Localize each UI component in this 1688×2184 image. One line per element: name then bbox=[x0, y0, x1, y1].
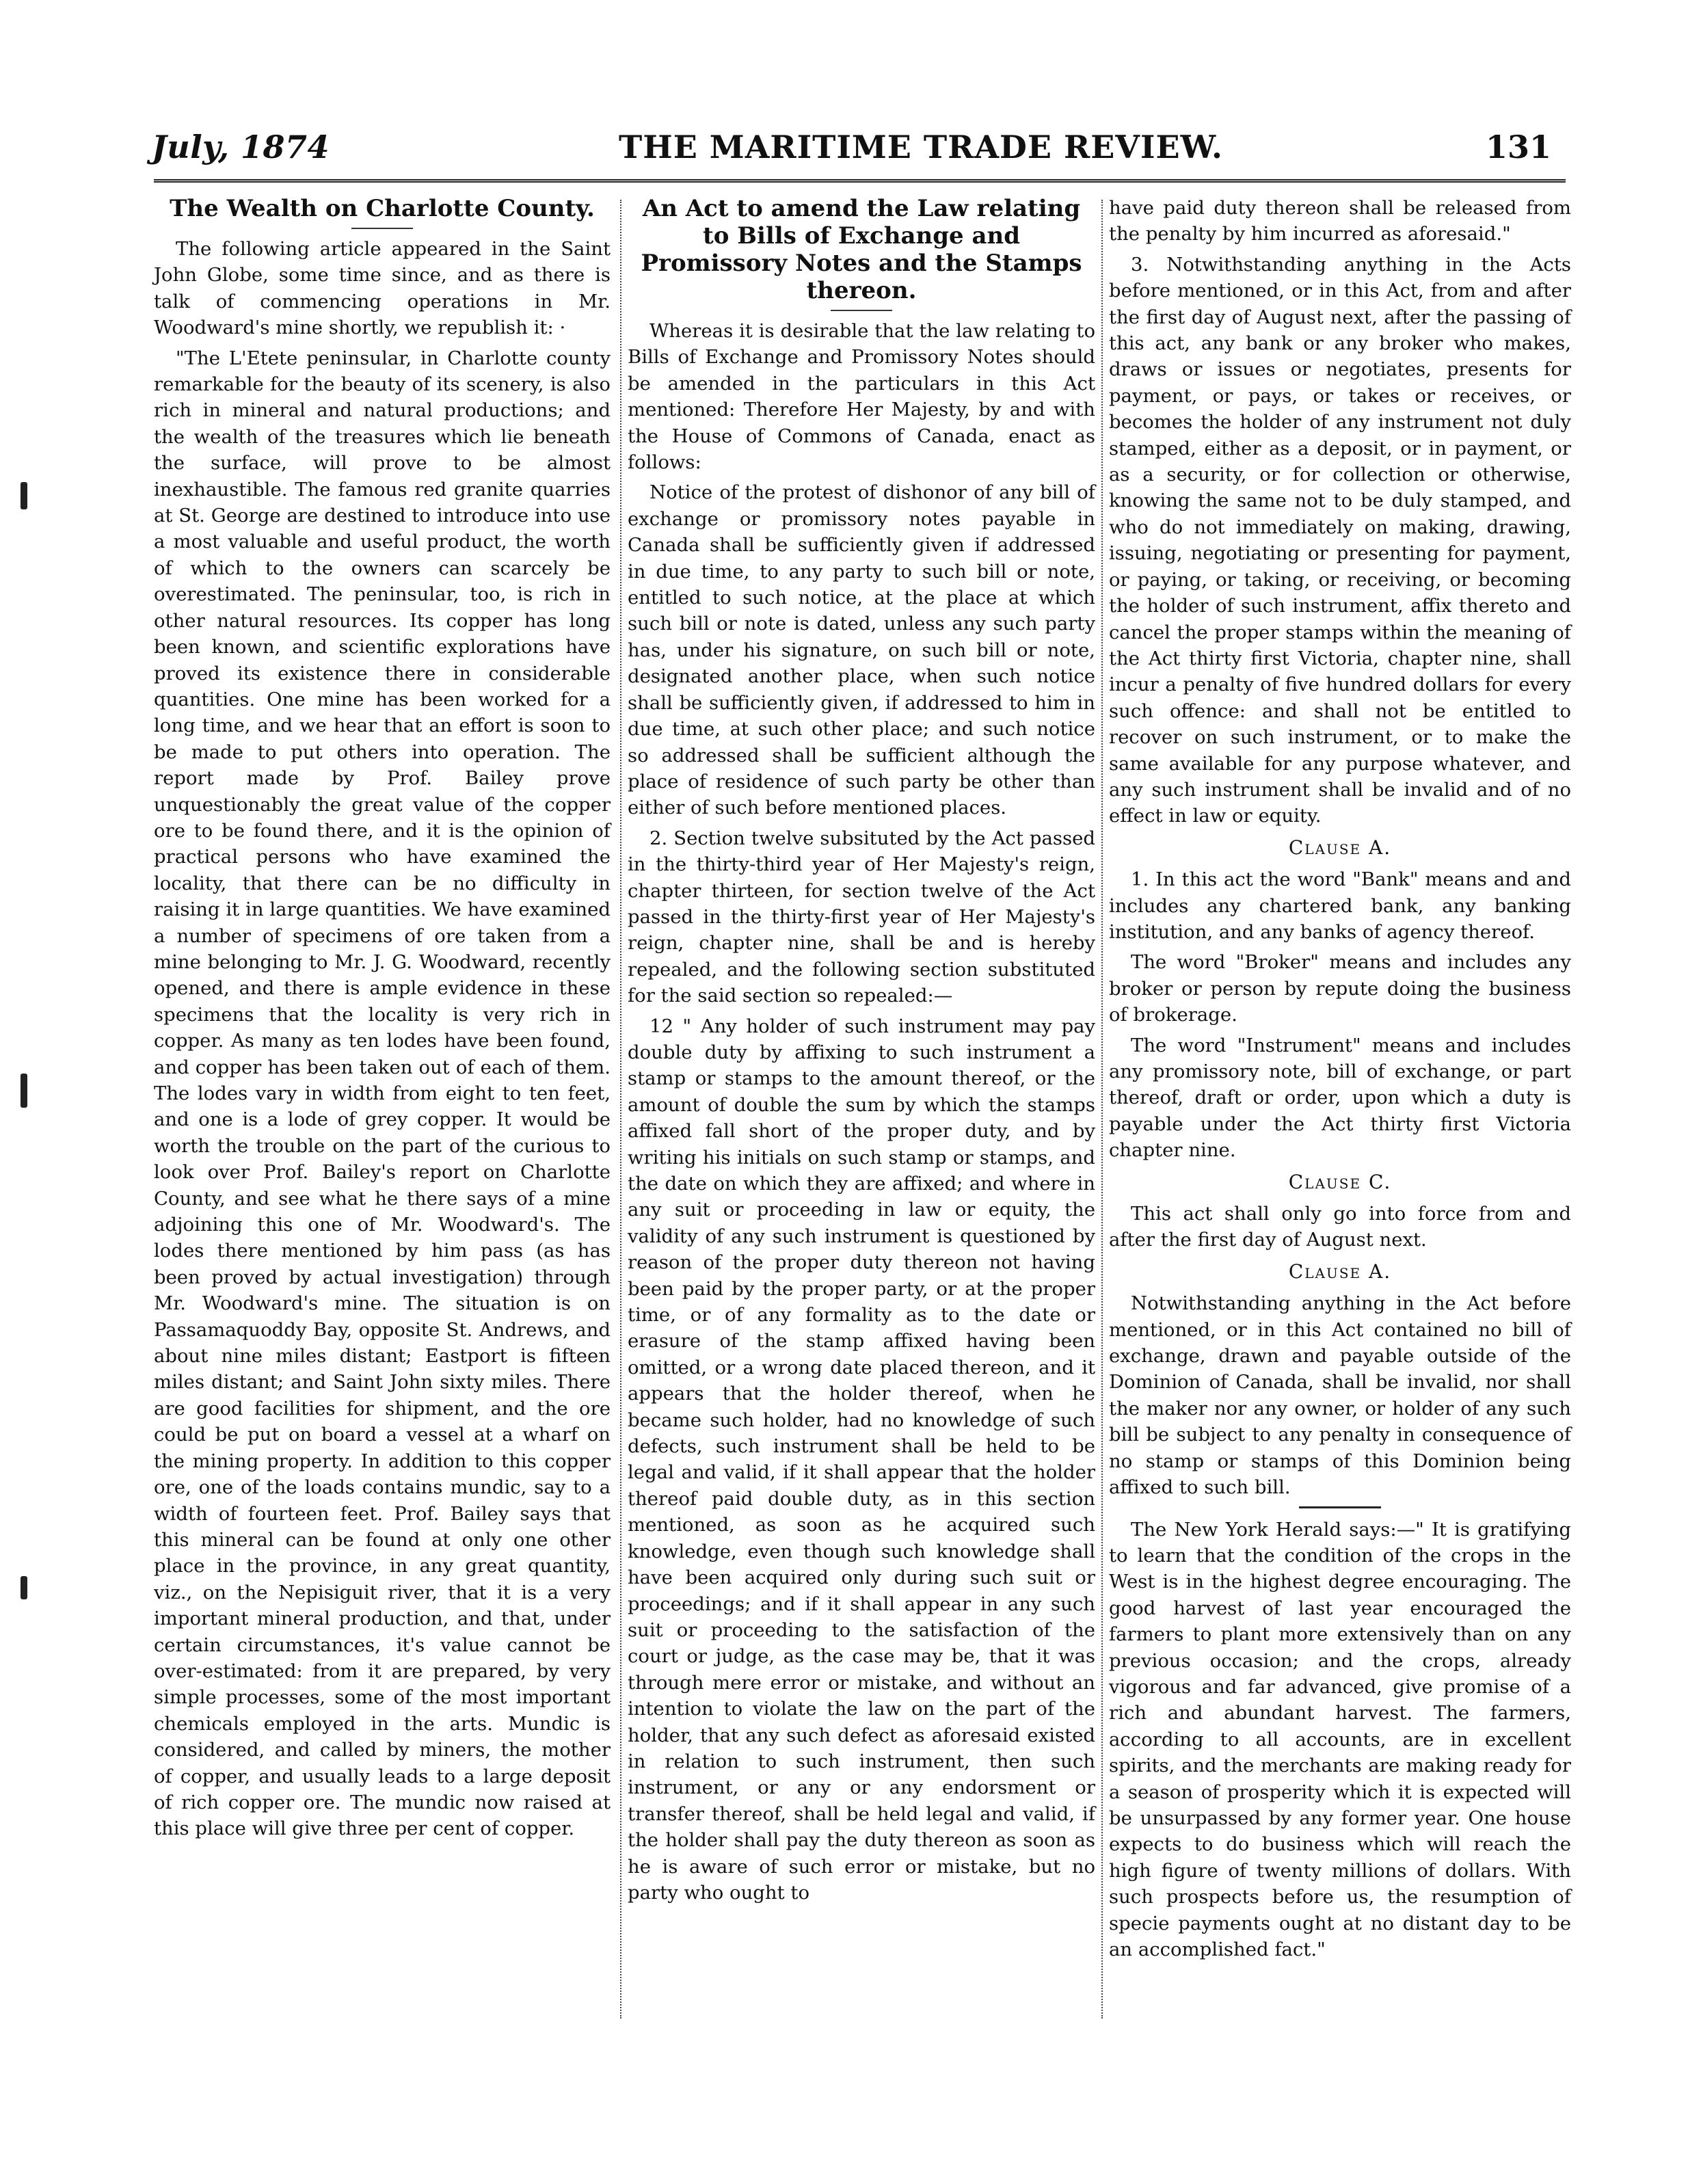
article-title-act: An Act to amend the Law relating to Bills of Exchange and Promissory Notes and the Stamps thereon. bbox=[641, 195, 1082, 304]
article-body: "The L'Etete peninsular, in Charlotte county remarkable for the beauty of its scenery, is also rich in mineral and natural productions; and the wealth of the treasures which lie beneath the surface, will prove to be almost inexhaustible. The famous red granite quarries at St. George are destined to introduce into use a most valuable and useful product, the worth of which to the owners can scarcely be overestimated. The peninsular, too, is rich in other natural resources. Its copper has long been known, and scientific explorations have proved its existence there in considerable quantities. One mine has been worked for a long time, and we hear that an effort is soon to be made to put others into operation. The report made by Prof. Bailey prove unquestionably the great value of the copper ore to be found there, and it is the opinion of practical persons who have examined the locality, that there can be no difficulty in raising it in large quantities. We have examined a number of specimens of ore taken from a mine belonging to Mr. J. G. Woodward, recently opened, and there is ample evidence in these specimens that the locality is very rich in copper. As many as ten lodes have been found, and copper has been taken out of each of them. The lodes vary in width from eight to ten feet, and one is a lode of grey copper. It would be worth the trouble on the part of the curious to look over Prof. Bailey's report on Charlotte County, and see what he there says of a mine adjoining this one of Mr. Woodward's. The lodes there mentioned by him pass (as has been proved by actual investigation) through Mr. Woodward's mine. The situation is on Passamaquoddy Bay, opposite St. Andrews, and about nine miles distant; Eastport is fifteen miles distant; and Saint John sixty miles. There are good facilities for shipment, and the ore could be put on board a vessel at a wharf on the mining property. In addition to this copper ore, one of the loads contains mundic, say to a width of fourteen feet. Prof. Bailey says that this mineral can be found at only one other place in the province, in any great quantity, viz., on the Nepisiguit river, that it is a very important mineral production, and that, under certain circumstances, it's value cannot be over-estimated: from it are prepared, by very simple processes, some of the most important chemicals employed in the arts. Mundic is considered, and called by miners, the mother of copper, and usually leads to a large deposit of rich copper ore. The mundic now raised at this place will give three per cent of copper. bbox=[154, 347, 611, 1840]
header-rule bbox=[154, 179, 1566, 183]
clause-heading: Clause A. bbox=[1288, 836, 1392, 859]
margin-mark bbox=[21, 1074, 27, 1108]
clause-heading: Clause A. bbox=[1288, 1260, 1392, 1283]
act-section-2: 2. Section twelve subsituted by the Act passed in the thirty-third year of Her Majesty's reign, chapter thirteen, for section twelve of the Act passed in the thirty-first year of Her Majesty's reign, chapter nine, shall be and is hereby repealed, and the following section substituted for the said section so repealed:— bbox=[628, 827, 1095, 1007]
act-section-3: 3. Notwithstanding anything in the Acts before mentioned, or in this Act, from and after the first day of August next, after the passing of this act, any bank or any broker who makes, draws or issues or negotiates, presents for payment, or pays, or takes or receives, or becomes the holder of any instrument not duly stamped, either as a deposit, or in payment, or as a security, or for collection or otherwise, knowing the same not to be duly stamped, and who do not immediately on making, drawing, issuing, negotiating or presenting for payment, or paying, or taking, or receiving, or becoming the holder of such instrument, affix thereto and cancel the proper stamps within the meaning of the Act thirty first Victoria, chapter nine, shall incur a penalty of five hundred dollars for every such offence: and shall not be entitled to recover on such instrument, or to make the same available for any purpose whatever, and any such instrument shall be invalid and of no effect in law or equity. bbox=[1109, 253, 1571, 827]
title-rule bbox=[351, 228, 413, 229]
column-right bbox=[1109, 195, 1571, 1967]
column-divider bbox=[620, 200, 621, 2019]
title-rule bbox=[831, 310, 892, 311]
margin-mark bbox=[21, 482, 27, 509]
clause-definition-bank: 1. In this act the word "Bank" means and and includes any chartered bank, any banking institution, and any banks of agency thereof. bbox=[1109, 868, 1571, 943]
clause-definition-broker: The word "Broker" means and includes any broker or person by repute doing the business of brokerage. bbox=[1109, 951, 1571, 1026]
clause-foreign-bills: Notwithstanding anything in the Act before mentioned, or in this Act contained no bill of exchange, drawn and payable outside of the Dominion of Canada, shall be invalid, nor shall the maker nor any owner, or holder of any such bill be subject to any penalty in consequence of no stamp or stamps of this Dominion being affixed to such bill. bbox=[1109, 1292, 1571, 1499]
margin-mark bbox=[21, 1576, 27, 1599]
clause-definition-instrument: The word "Instrument" means and includes any promissory note, bill of exchange, or part thereof, draft or order, upon which a duty is payable under the Act thirty first Victoria chapter nine. bbox=[1109, 1034, 1571, 1162]
article-title-charlotte: The Wealth on Charlotte County. bbox=[170, 195, 595, 222]
act-section-1: Notice of the protest of dishonor of any bill of exchange or promissory notes payable in Canada shall be sufficiently given if addressed in due time, to any party to such bill or note, entitled to such notice, at the place at which such bill or note is dated, unless any such party has, under his signature, on such bill or note, designated another place, when such notice shall be sufficiently given, if addressed to him in due time, at such other place; and such notice so addressed shall be sufficient although the place of residence of such party be other than either of such before mentioned places. bbox=[628, 481, 1095, 819]
issue-date: July, 1874 bbox=[152, 129, 330, 165]
clause-commencement: This act shall only go into force from and after the first day of August next. bbox=[1109, 1203, 1571, 1251]
article-separator bbox=[1299, 1506, 1381, 1508]
masthead-title: THE MARITIME TRADE REVIEW. bbox=[619, 129, 1224, 165]
column-left bbox=[154, 195, 611, 1846]
column-divider bbox=[1101, 200, 1103, 2019]
clause-heading: Clause C. bbox=[1288, 1170, 1392, 1193]
act-section-12: 12 " Any holder of such instrument may pay double duty by affixing to such instrument a stamp or stamps to the amount thereof, or the amount of double the sum by which the stamps affixed fall short of the proper duty, and by writing his initials on such stamp or stamps, and the date on which they are affixed; and where in any suit or proceeding in law or equity, the validity of any such instrument is questioned by reason of the proper duty thereon not having been paid by the proper party, or at the proper time, or of any formality as to the date or erasure of the stamp affixed having been omitted, or a wrong date placed thereon, and it appears that the holder thereof, when he became such holder, had no knowledge of such defects, such instrument shall be held to be legal and valid, if it shall appear that the holder thereof paid double duty, as in this section mentioned, as soon as he acquired such knowledge, even though such knowledge shall have been acquired only during such suit or proceedings; and if it shall appear in any such suit or proceeding to the satisfaction of the court or judge, as the case may be, that it was through mere error or mistake, and without an intention to violate the law on the part of the holder, that any such defect as aforesaid existed in relation to such instrument, then such instrument, or any or any endorsment or transfer thereof, shall be held legal and valid, if the holder shall pay the duty thereon as soon as he is aware of such error or mistake, but no party who ought to bbox=[628, 1015, 1095, 1904]
herald-article: The New York Herald says:—" It is gratifying to learn that the condition of the crops in the West is in the highest degree encouraging. The good harvest of last year encouraged the farmers to plant more extensively than on any previous occasion; and the crops, already vigorous and far advanced, give promise of a rich and abundant harvest. The farmers, according to all accounts, are in excellent spirits, and the merchants are making ready for a season of prosperity which it is expected will be unsurpassed by any former year. One house expects to do business which will reach the high figure of twenty millions of dollars. With such prospects before us, the resumption of specie payments ought at no distant day to be an accomplished fact." bbox=[1109, 1518, 1571, 1960]
page-number: 131 bbox=[1485, 129, 1551, 165]
act-preamble: Whereas it is desirable that the law relating to Bills of Exchange and Promissory Notes should be amended in the particulars in this Act mentioned: Therefore Her Majesty, by and with the House of Commons of Canada, enact as follows: bbox=[628, 320, 1095, 474]
act-section-12-continued: have paid duty thereon shall be released from the penalty by him incurred as aforesaid." bbox=[1109, 197, 1571, 245]
article-intro: The following article appeared in the Saint John Globe, some time since, and as there is talk of commencing operations in Mr. Woodward's mine shortly, we republish it: · bbox=[154, 238, 611, 339]
column-middle bbox=[628, 195, 1095, 1910]
